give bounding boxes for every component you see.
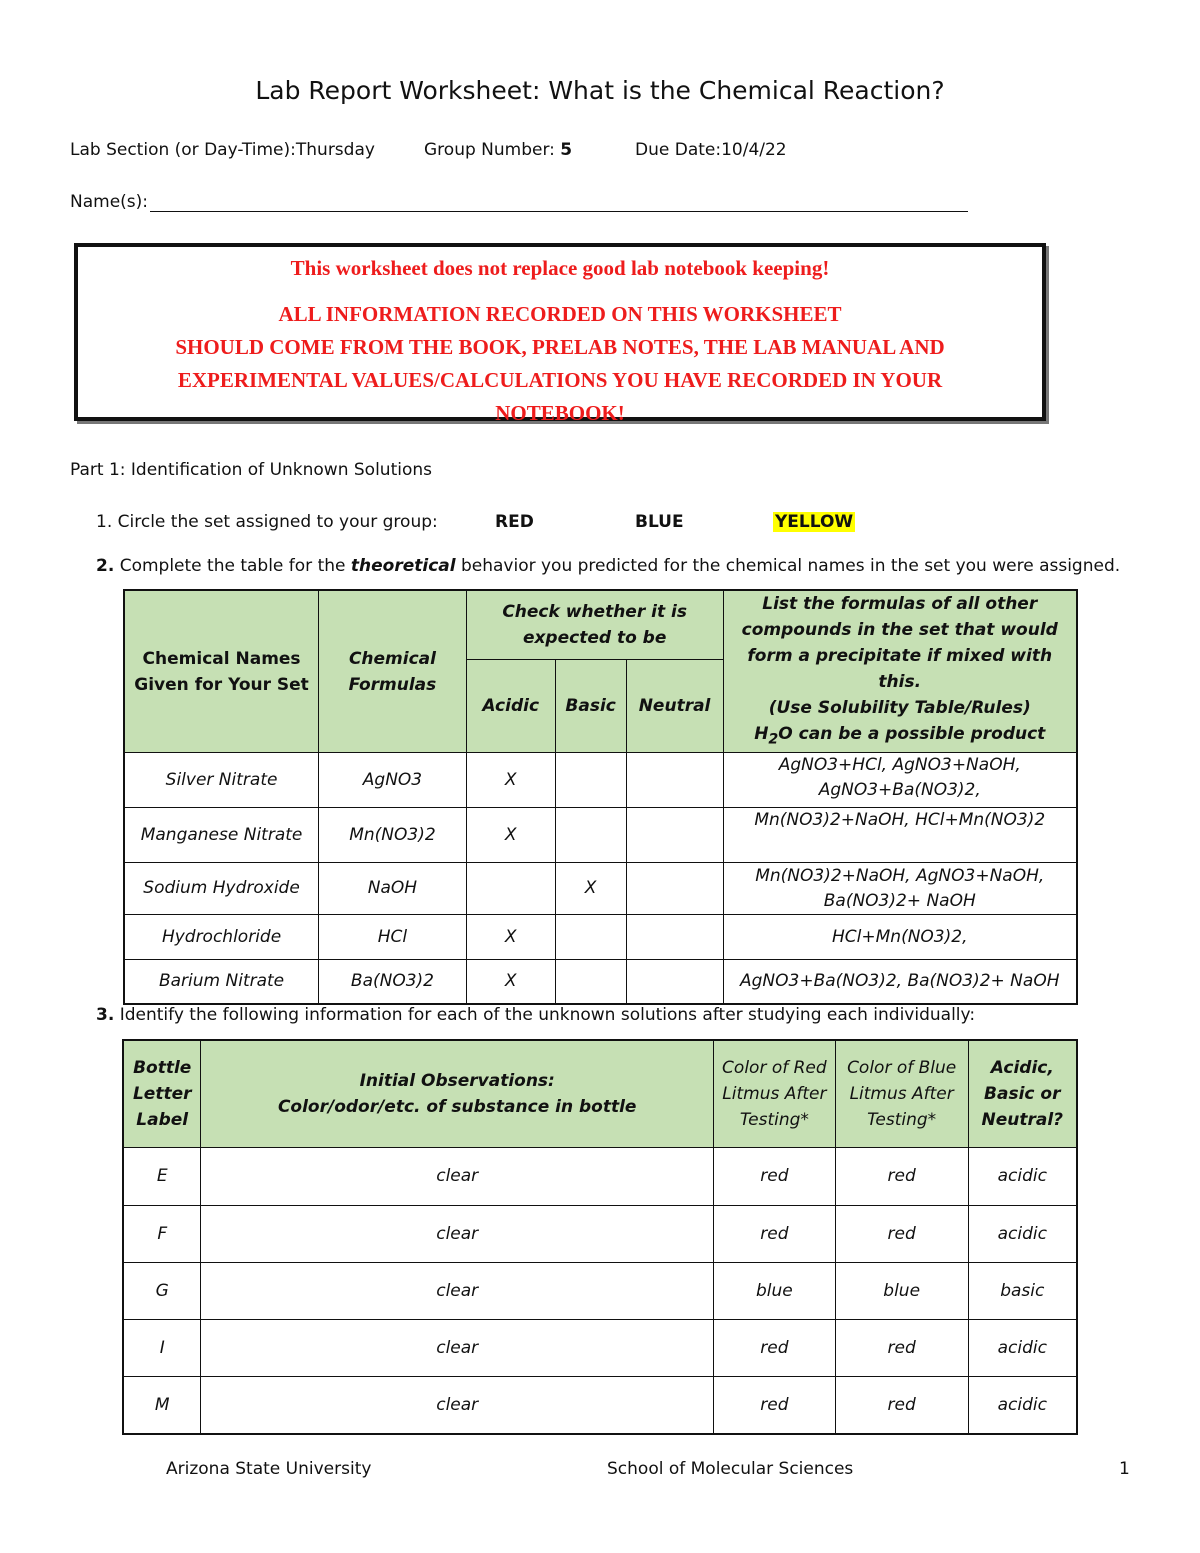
acidic-cell[interactable]: X [466, 808, 555, 863]
header-check-expected: Check whether it is expected to be [466, 590, 723, 660]
chemical-formula: HCl [319, 915, 467, 960]
precip-line-1: AgNO3+Ba(NO3)2, Ba(NO3)2+ NaOH [740, 971, 1060, 992]
abn-cell[interactable]: acidic [968, 1376, 1077, 1434]
option-red[interactable]: RED [495, 512, 534, 532]
precip-line-1: AgNO3+HCl, AgNO3+NaOH, [778, 755, 1021, 776]
basic-cell[interactable] [555, 915, 626, 960]
part1-heading: Part 1: Identification of Unknown Solutions [70, 460, 432, 480]
bottle-label: G [123, 1262, 201, 1319]
observation-cell[interactable]: clear [201, 1205, 714, 1262]
bottle-label: M [123, 1376, 201, 1434]
red-litmus-cell[interactable]: red [713, 1205, 835, 1262]
blue-litmus-cell[interactable]: red [835, 1319, 968, 1376]
blue-litmus-cell[interactable]: red [835, 1376, 968, 1434]
observation-cell[interactable]: clear [201, 1147, 714, 1205]
chemical-name: Barium Nitrate [124, 960, 319, 1004]
names-blank-line[interactable] [150, 193, 968, 212]
table-row [123, 1147, 1077, 1205]
footer-university: Arizona State University [166, 1459, 372, 1479]
precip-header-line-1: List the formulas of all other compounds in the set that would form a precipitate if mixed with this. [741, 594, 1058, 692]
group-number [424, 140, 572, 160]
basic-cell[interactable]: X [555, 863, 626, 915]
table-row [124, 808, 1077, 863]
page-title: Lab Report Worksheet: What is the Chemical Reaction? [255, 76, 945, 105]
chemical-formula: Mn(NO3)2 [319, 808, 467, 863]
header-blue-litmus: Color of Blue Litmus After Testing* [835, 1040, 968, 1147]
header-acidic: Acidic [466, 660, 555, 753]
header-red-litmus: Color of Red Litmus After Testing* [713, 1040, 835, 1147]
q2-emphasis: theoretical [350, 556, 456, 576]
abn-cell[interactable]: basic [968, 1262, 1077, 1319]
neutral-cell[interactable] [626, 753, 723, 808]
observation-cell[interactable]: clear [201, 1262, 714, 1319]
q3-text: Identify the following information for each of the unknown solutions after studying each individually: [119, 1005, 976, 1025]
unknown-solutions-table [122, 1039, 1078, 1435]
precip-h: H [754, 724, 769, 744]
abn-cell[interactable]: acidic [968, 1319, 1077, 1376]
precip-header-line-3 [728, 721, 1073, 752]
bottle-label: I [123, 1319, 201, 1376]
header-initial-observations [201, 1040, 714, 1147]
chemical-name: Silver Nitrate [124, 753, 319, 808]
lab-section: Lab Section (or Day-Time):Thursday [70, 140, 375, 160]
warning-line-5: NOTEBOOK! [495, 401, 625, 425]
warning-line-1: This worksheet does not replace good lab notebook keeping! [290, 256, 830, 280]
footer-department: School of Molecular Sciences [607, 1459, 854, 1479]
precipitate-cell[interactable] [723, 808, 1077, 863]
header-bottle-label: Bottle Letter Label [123, 1040, 201, 1147]
basic-cell[interactable] [555, 753, 626, 808]
warning-line-4: EXPERIMENTAL VALUES/CALCULATIONS YOU HAVE RECORDED IN YOUR [177, 368, 943, 392]
q2-text-before: Complete the table for the [119, 556, 351, 576]
header-chemical-names: Chemical Names Given for Your Set [124, 590, 319, 753]
q1-text: Circle the set assigned to your group: [117, 512, 438, 532]
due-date: Due Date:10/4/22 [635, 140, 787, 160]
q2-number: 2. [96, 556, 115, 576]
table-row [124, 753, 1077, 808]
table-row [123, 1262, 1077, 1319]
neutral-cell[interactable] [626, 808, 723, 863]
table-row [123, 1205, 1077, 1262]
chemical-name: Sodium Hydroxide [124, 863, 319, 915]
warning-box [74, 243, 1046, 425]
precip-header-line-2: (Use Solubility Table/Rules) [768, 698, 1031, 718]
precip-line-1: Mn(NO3)2+NaOH, HCl+Mn(NO3)2 [754, 810, 1046, 831]
basic-cell[interactable] [555, 960, 626, 1004]
neutral-cell[interactable] [626, 960, 723, 1004]
bottle-label: F [123, 1205, 201, 1262]
red-litmus-cell[interactable]: red [713, 1376, 835, 1434]
red-litmus-cell[interactable]: blue [713, 1262, 835, 1319]
table-row [124, 863, 1077, 915]
abn-cell[interactable]: acidic [968, 1205, 1077, 1262]
question-1 [96, 512, 854, 532]
table-row [123, 1376, 1077, 1434]
theoretical-behavior-table [123, 589, 1078, 1005]
precip-line-2: AgNO3+Ba(NO3)2, [818, 780, 981, 801]
chemical-formula: Ba(NO3)2 [319, 960, 467, 1004]
obs-header-line-2: Color/odor/etc. of substance in bottle [277, 1096, 637, 1117]
basic-cell[interactable] [555, 808, 626, 863]
table-row [123, 1319, 1077, 1376]
precip-sub: 2 [768, 731, 779, 748]
red-litmus-cell[interactable]: red [713, 1319, 835, 1376]
neutral-cell[interactable] [626, 915, 723, 960]
acidic-cell[interactable]: X [466, 753, 555, 808]
bottle-label: E [123, 1147, 201, 1205]
acidic-cell[interactable]: X [466, 960, 555, 1004]
warning-line-2: ALL INFORMATION RECORDED ON THIS WORKSHEET [278, 302, 842, 326]
precip-line-1: HCl+Mn(NO3)2, [832, 926, 968, 947]
group-number-label: Group Number: [424, 140, 555, 160]
blue-litmus-cell[interactable]: red [835, 1147, 968, 1205]
header-chemical-formulas: Chemical Formulas [319, 590, 467, 753]
table-row [124, 915, 1077, 960]
chemical-name: Manganese Nitrate [124, 808, 319, 863]
header-basic: Basic [555, 660, 626, 753]
group-number-value: 5 [560, 140, 573, 160]
observation-cell[interactable]: clear [201, 1319, 714, 1376]
table-row [124, 960, 1077, 1004]
option-yellow[interactable]: YELLOW [775, 512, 854, 532]
obs-header-line-1: Initial Observations: [359, 1070, 555, 1091]
names-label: Name(s): [70, 192, 149, 212]
abn-cell[interactable]: acidic [968, 1147, 1077, 1205]
header-acidic-basic-neutral: Acidic, Basic or Neutral? [968, 1040, 1077, 1147]
q2-text-after: behavior you predicted for the chemical names in the set you were assigned. [455, 556, 1121, 576]
q3-number: 3. [96, 1005, 115, 1025]
names-field [70, 192, 968, 212]
q1-number: 1. [96, 512, 113, 532]
precipitate-cell[interactable] [723, 863, 1077, 915]
acidic-cell[interactable]: X [466, 915, 555, 960]
acidic-cell[interactable] [466, 863, 555, 915]
header-precipitate [723, 590, 1077, 753]
footer-page-number: 1 [1119, 1459, 1130, 1479]
chemical-formula: NaOH [319, 863, 467, 915]
precipitate-cell[interactable] [723, 960, 1077, 1004]
observation-cell[interactable]: clear [201, 1376, 714, 1434]
question-2 [96, 556, 1120, 576]
chemical-formula: AgNO3 [319, 753, 467, 808]
blue-litmus-cell[interactable]: red [835, 1205, 968, 1262]
precip-rest: O can be a possible product [778, 724, 1046, 744]
red-litmus-cell[interactable]: red [713, 1147, 835, 1205]
header-neutral: Neutral [626, 660, 723, 753]
neutral-cell[interactable] [626, 863, 723, 915]
precip-line-2: Ba(NO3)2+ NaOH [823, 890, 976, 911]
precip-line-1: Mn(NO3)2+NaOH, AgNO3+NaOH, [755, 865, 1045, 886]
blue-litmus-cell[interactable]: blue [835, 1262, 968, 1319]
option-blue[interactable]: BLUE [635, 512, 684, 532]
warning-line-3: SHOULD COME FROM THE BOOK, PRELAB NOTES, THE LAB MANUAL AND [175, 335, 945, 359]
chemical-name: Hydrochloride [124, 915, 319, 960]
precipitate-cell[interactable] [723, 753, 1077, 808]
precipitate-cell[interactable] [723, 915, 1077, 960]
warning-body [78, 298, 1042, 430]
question-3 [96, 1005, 975, 1025]
